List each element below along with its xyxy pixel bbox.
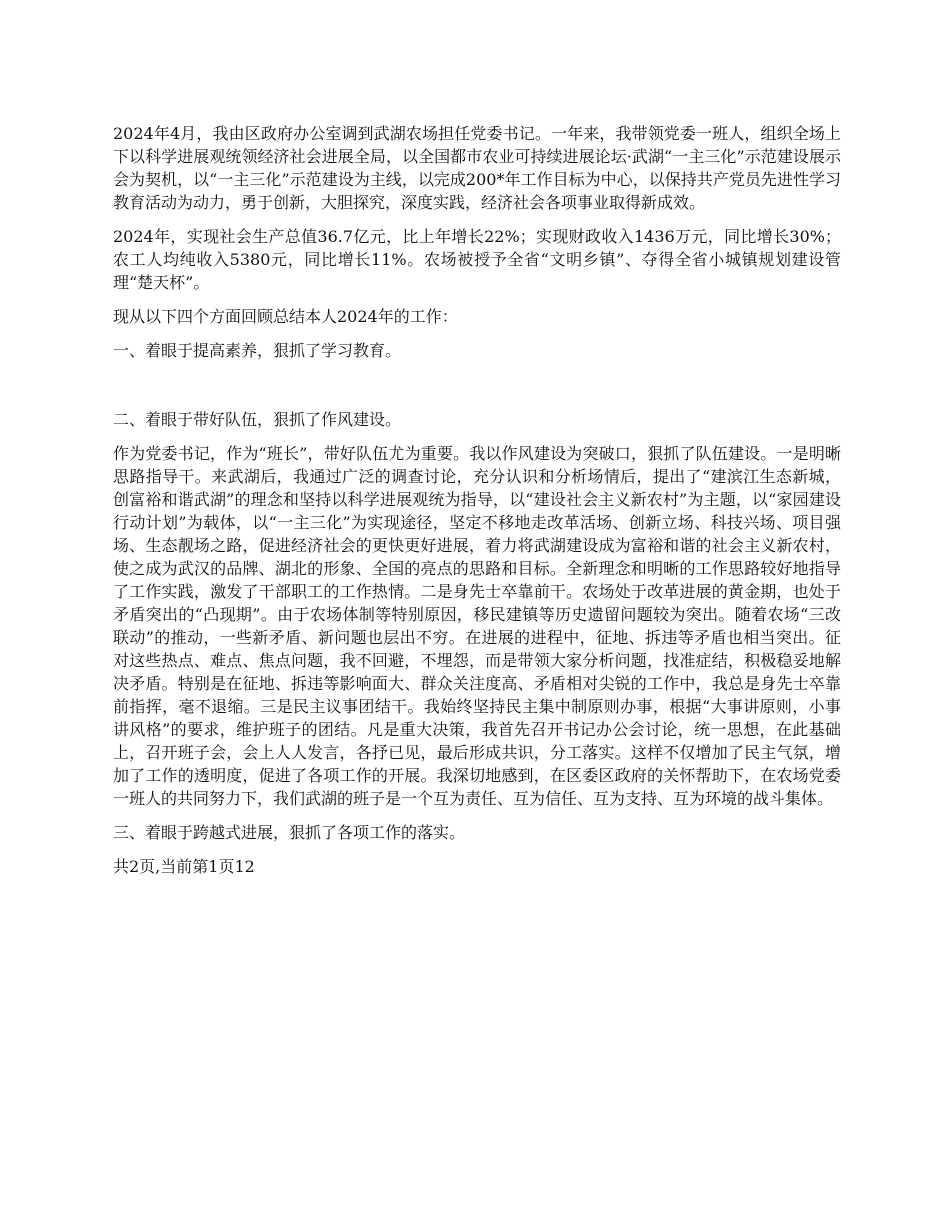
paragraph-overview: 现从以下四个方面回顾总结本人2024年的工作： [113,307,458,326]
paragraph-intro: 2024年4月，我由区政府办公室调到武湖农场担任党委书记。一年来，我带领党委一班人，组织全场上下以科学进展观统领经济社会进展全局，以全国都市农业可持续进展论坛·武湖“一主三化”示范建设展示会为契机，以“一主三化”示范建设为主线，以完成200*年工作目标为中心，以保持共产党员先进性学习教育活动为动力，勇于创新，大胆探究，深度实践，经济社会各项事业取得新成效。 [113,124,841,212]
page-indicator: 共2页,当前第1页12 [113,857,255,876]
blank-gap [113,373,841,408]
paragraph-team-building: 作为党委书记，作为“班长”，带好队伍尤为重要。我以作风建设为突破口，狠抓了队伍建设。一是明晰思路指导干。来武湖后，我通过广泛的调查讨论，充分认识和分析场情后，提出了“建滨江生态新城，创富裕和谐武湖”的理念和坚持以科学进展观统为指导，以“建设社会主义新农村”为主题，以“家园建设行动计划”为载体，以“一主三化”为实现途径，坚定不移地走改革活场、创新立场、科技兴场、项目强场、生态靓场之路，促进经济社会的更快更好进展，着力将武湖建设成为富裕和谐的社会主义新农村，使之成为武汉的品牌、湖北的形象、全国的亮点的思路和目标。全新理念和明晰的工作思路较好地指导了工作实践，激发了干部职工的工作热情。二是身先士卒靠前干。农场处于改革进展的黄金期，也处于矛盾突出的“凸现期”。由于农场体制等特别原因，移民建镇等历史遗留问题较为突出。随着农场“三改联动”的推动，一些新矛盾、新问题也层出不穷。在进展的进程中，征地、拆违等矛盾也相当突出。征对这些热点、难点、焦点问题，我不回避，不埋怨，而是带领大家分析问题，找准症结，积极稳妥地解决矛盾。特别是在征地、拆违等影响面大、群众关注度高、矛盾相对尖锐的工作中，我总是身先士卒靠前指挥，毫不退缩。三是民主议事团结干。我始终坚持民主集中制原则办事，根据“大事讲原则，小事讲风格”的要求，维护班子的团结。凡是重大决策，我首先召开书记办公会讨论，统一思想，在此基础上，召开班子会，会上人人发言，各抒已见，最后形成共识，分工落实。这样不仅增加了民主气氛，增加了工作的透明度，促进了各项工作的开展。我深切地感到，在区委区政府的关怀帮助下，在农场党委一班人的共同努力下，我们武湖的班子是一个互为责任、互为信任、互为支持、互为环境的战斗集体。 [113,444,841,808]
paragraph-statistics: 2024年，实现社会生产总值36.7亿元，比上年增长22%；实现财政收入1436万元，同比增长30%；农工人均纯收入5380元，同比增长11%。农场被授予全省“文明乡镇”、夺得全省小城镇规划建设管理“楚天杯”。 [113,227,841,292]
section-heading-1: 一、着眼于提高素养，狠抓了学习教育。 [113,341,402,360]
section-heading-2: 二、着眼于带好队伍，狠抓了作风建设。 [113,410,402,429]
section-heading-3: 三、着眼于跨越式进展，狠抓了各项工作的落实。 [113,823,466,842]
document-page [113,122,841,889]
